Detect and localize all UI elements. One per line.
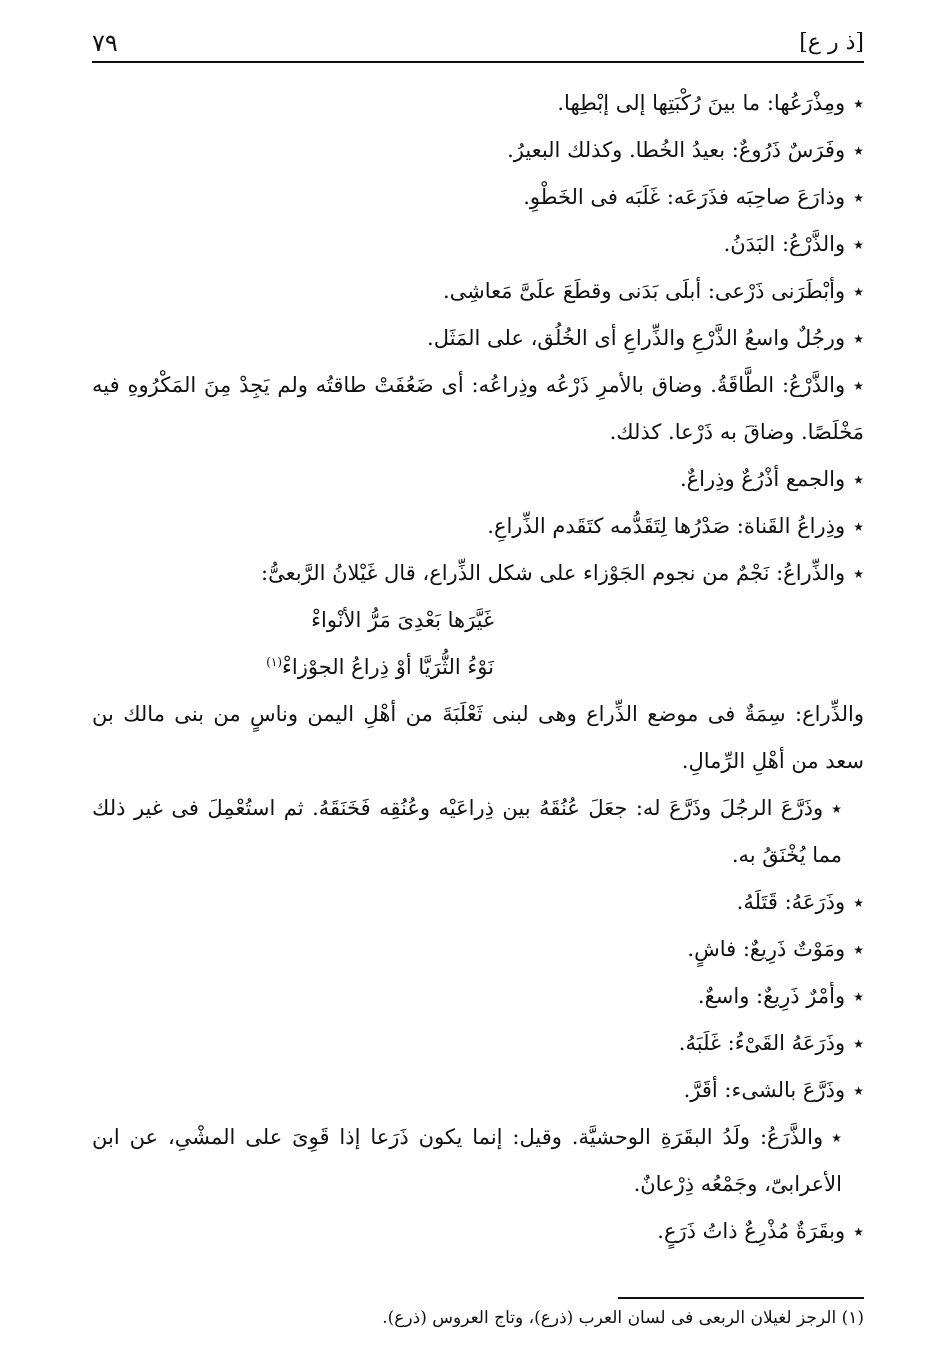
entry-star-marker: ٭ bbox=[853, 890, 864, 914]
page-number: ٧٩ bbox=[92, 29, 118, 57]
dictionary-entry bbox=[92, 268, 864, 315]
entry-text: وبقَرَةٌ مُذْرِعٌ ذاتُ ذَرَعٍ. bbox=[657, 1219, 846, 1243]
dictionary-entry bbox=[92, 1208, 864, 1255]
entry-star-marker: ٭ bbox=[853, 561, 864, 585]
footnote-reference: (١) bbox=[266, 655, 282, 669]
entry-text: والجمع أذْرُعٌ وذِراعٌ. bbox=[679, 467, 846, 491]
entry-star-marker: ٭ bbox=[853, 984, 864, 1008]
verse-line bbox=[92, 644, 864, 691]
entry-text: وذَرَعَهُ: قَتَلَهُ. bbox=[736, 890, 846, 914]
entry-text: والذَّرْعُ: البَدَنُ. bbox=[723, 232, 846, 256]
dictionary-entry bbox=[92, 315, 864, 362]
footnote: (١) الرجز لغيلان الربعى فى لسان العرب (ذرع)، وتاج العروس (ذرع). bbox=[382, 1308, 864, 1328]
entry-star-marker: ٭ bbox=[853, 1219, 864, 1243]
dictionary-entry bbox=[92, 973, 864, 1020]
dictionary-entry bbox=[92, 362, 864, 456]
verse-line bbox=[92, 597, 864, 644]
entry-text: والذَّرَعُ: ولَدُ البقَرَةِ الوحشيَّة. وقيل: إنما يكون ذَرَعا إذا قَوِىَ على المشْىِ، عن ابن الأعرابىّ، وجَمْعُه ذِرْعانٌ. bbox=[92, 1125, 842, 1196]
entry-star-marker: ٭ bbox=[853, 232, 864, 256]
entry-star-marker: ٭ bbox=[853, 279, 864, 303]
dictionary-entry bbox=[92, 1020, 864, 1067]
dictionary-entry bbox=[92, 456, 864, 503]
entry-star-marker: ٭ bbox=[853, 326, 864, 350]
dictionary-entry bbox=[92, 221, 864, 268]
entry-text: وذِراعُ القَناة: صَدْرُها لِتَقَدُّمه كتَقَدم الذِّراعِ. bbox=[487, 514, 846, 538]
dictionary-entry bbox=[92, 879, 864, 926]
entry-text: نَوْءُ الثُّرَيَّا أوْ ذِراعُ الجوْزاءْ bbox=[282, 655, 494, 679]
entry-text: والذَّرْعُ: الطَّاقَةُ. وضاق بالأمرِ ذَرْعُه وذِراعُه: أى ضَعُفَتْ طاقتُه ولم يَجِدْ مِنَ المَكْرُوهِ فيه مَخْلَصًا. وضاقَ به ذَرْعا. كذلك. bbox=[92, 373, 864, 444]
entry-star-marker: ٭ bbox=[853, 1078, 864, 1102]
entry-star-marker: ٭ bbox=[853, 373, 864, 397]
dictionary-entry bbox=[92, 80, 864, 127]
entry-star-marker: ٭ bbox=[853, 185, 864, 209]
footnote-divider bbox=[618, 1297, 864, 1299]
dictionary-entry bbox=[92, 1067, 864, 1114]
entry-text: وذَرَعَهُ القَىْءُ: غَلَبَهُ. bbox=[678, 1031, 846, 1055]
dictionary-entry bbox=[92, 926, 864, 973]
entry-text: والذِّراع: سِمَةٌ فى موضع الذِّراع وهى لبنى ثَعْلَبَةَ من أهْلِ اليمن وناسٍ من بنى مالك بن سعد من أهْلِ الرِّمالِ. bbox=[92, 702, 864, 773]
dictionary-entry bbox=[92, 785, 864, 879]
entry-star-marker: ٭ bbox=[853, 138, 864, 162]
entry-text: وأمْرٌ ذَرِيعٌ: واسعٌ. bbox=[697, 984, 846, 1008]
entry-star-marker: ٭ bbox=[853, 91, 864, 115]
dictionary-paragraph bbox=[92, 691, 864, 785]
page-header bbox=[92, 22, 864, 58]
entry-text: ورجُلٌ واسعُ الذَّرْعِ والذِّراعِ أى الخُلُق، على المَثَل. bbox=[427, 326, 846, 350]
entry-star-marker: ٭ bbox=[853, 514, 864, 538]
dictionary-entry bbox=[92, 1114, 864, 1208]
entry-text: ومَوْتٌ ذَرِيعٌ: فاشٍ. bbox=[687, 937, 846, 961]
entry-text: وذَرَّعَ بالشىء: أقَرَّ. bbox=[683, 1078, 846, 1102]
entry-text: وأبْطَرَنى ذَرْعى: أبلَى بَدَنى وقطَعَ علَىَّ مَعاشِى. bbox=[442, 279, 846, 303]
entry-text: غَيَّرَها بَعْدِىَ مَرُّ الأنْواءْ bbox=[311, 608, 494, 632]
header-divider bbox=[92, 61, 864, 63]
entry-star-marker: ٭ bbox=[831, 796, 842, 820]
entry-text: وذارَعَ صاحِبَه فذَرَعَه: غَلَبَه فى الخَطْوِ. bbox=[523, 185, 846, 209]
entry-text: وذَرَّعَ الرجُلَ وذَرَّعَ له: جعَلَ عُنُقَهُ بين ذِراعَيْه وعُنُقِه فَخَنَقَهُ. ثم استُعْمِلَ فى غير ذلك مما يُخْنَقُ به. bbox=[92, 796, 842, 867]
entry-text: والذِّراعُ: نَجْمٌ من نجوم الجَوْزاء على شكل الذِّراع، قال غَيْلانُ الرَّبعىُّ: bbox=[261, 561, 846, 585]
entry-text: وفَرَسٌ ذَرُوعٌ: بعيدُ الخُطا. وكذلك البعيرُ. bbox=[507, 138, 846, 162]
dictionary-entry bbox=[92, 127, 864, 174]
dictionary-text bbox=[92, 80, 864, 1255]
entry-star-marker: ٭ bbox=[831, 1125, 842, 1149]
entry-text: ومِذْرَعُها: ما بينَ رُكْبَتِها إلى إبْطِها. bbox=[557, 91, 846, 115]
entry-star-marker: ٭ bbox=[853, 1031, 864, 1055]
dictionary-entry bbox=[92, 174, 864, 221]
entry-root-label: [ذ ر ع] bbox=[799, 30, 864, 55]
dictionary-entry bbox=[92, 550, 864, 597]
entry-star-marker: ٭ bbox=[853, 467, 864, 491]
dictionary-entry bbox=[92, 503, 864, 550]
entry-star-marker: ٭ bbox=[853, 937, 864, 961]
